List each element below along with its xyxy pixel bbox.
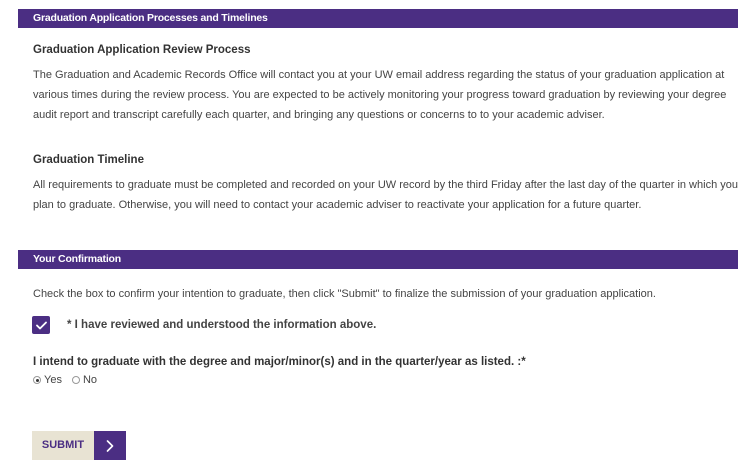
radio-yes-label: Yes xyxy=(44,374,62,386)
section-header-processes: Graduation Application Processes and Timelines xyxy=(18,9,738,28)
checkmark-icon xyxy=(36,321,47,330)
confirm-checkbox-label: * I have reviewed and understood the information above. xyxy=(67,319,377,331)
review-process-text: The Graduation and Academic Records Office will contact you at your UW email address regarding the status of your graduation application at various times during the review process. You are expected to be actively monitoring your progress toward graduation by reviewing your degree audit report and transcript carefully each quarter, and bringing any questions or concerns to to your academic adviser. xyxy=(33,69,727,121)
radio-option-yes[interactable] xyxy=(33,374,62,386)
chevron-right-icon xyxy=(106,440,114,452)
review-process-heading: Graduation Application Review Process xyxy=(33,44,251,56)
timeline-heading: Graduation Timeline xyxy=(33,154,144,166)
radio-option-no[interactable] xyxy=(72,374,97,386)
radio-no-label: No xyxy=(82,374,98,386)
submit-arrow[interactable] xyxy=(94,431,126,460)
submit-button-label: SUBMIT xyxy=(32,431,94,460)
submit-button[interactable] xyxy=(32,431,126,460)
section-header-confirmation: Your Confirmation xyxy=(18,250,738,269)
graduate-intent-options xyxy=(33,374,107,386)
radio-no[interactable] xyxy=(72,376,80,384)
confirmation-instruction: Check the box to confirm your intention to graduate, then click "Submit" to finalize the submission of your graduation application. xyxy=(33,288,656,300)
timeline-text: All requirements to graduate must be completed and recorded on your UW record by the third Friday after the last day of the quarter in which you plan to graduate. Otherwise, you will need to contact your academic adviser to reactivate your application for a future quarter. xyxy=(33,179,738,211)
graduate-intent-question: I intend to graduate with the degree and major/minor(s) and in the quarter/year as listed. :* xyxy=(33,356,526,368)
confirm-checkbox[interactable] xyxy=(32,316,50,334)
radio-yes[interactable] xyxy=(33,376,41,384)
